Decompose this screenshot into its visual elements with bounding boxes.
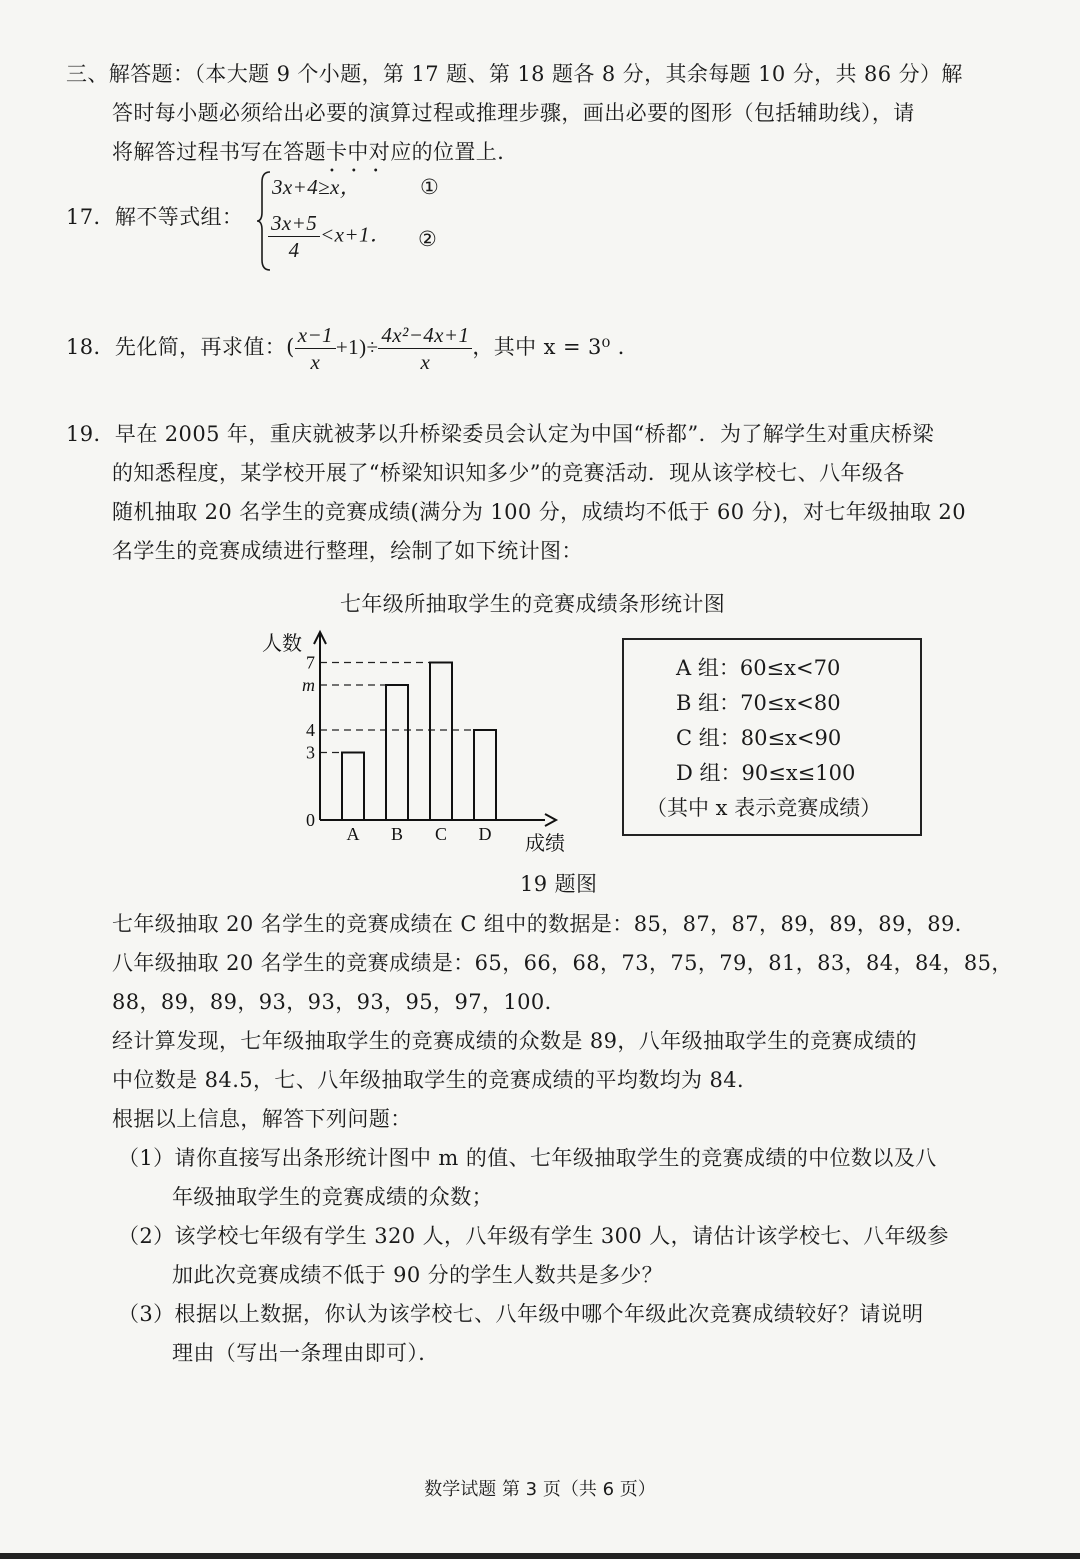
legend-group-c: C 组：80≤x<90	[676, 726, 842, 750]
q18-tail: ，其中 x = 3⁰ ．	[472, 335, 640, 359]
q18-fraction-1-numerator: x−1	[295, 322, 336, 349]
bar-c	[430, 663, 452, 821]
q19-line-4: 名学生的竞赛成绩进行整理，绘制了如下统计图：	[112, 539, 583, 563]
q19-data-grade7: 七年级抽取 20 名学生的竞赛成绩在 C 组中的数据是：85，87，87，89，89，89，89．	[112, 912, 977, 936]
section-heading-line-1: 三、解答题：（本大题 9 个小题，第 17 题、第 18 题各 8 分，其余每题 10 分，共 86 分）解	[66, 62, 963, 86]
legend-group-a: A 组：60≤x<70	[676, 656, 841, 680]
legend-note: （其中 x 表示竞赛成绩）	[646, 796, 882, 820]
q18-fraction-1	[295, 322, 336, 375]
q17-fraction-denominator: 4	[288, 238, 300, 262]
bar-d	[474, 730, 496, 820]
q19-part2-line-1: （2）该学校七年级有学生 320 人，八年级有学生 300 人，请估计该学校七、八年级参	[118, 1224, 949, 1248]
q19-part2-line-2: 加此次竞赛成绩不低于 90 分的学生人数共是多少？	[172, 1263, 664, 1287]
q18-fraction-2-denominator: x	[420, 350, 431, 374]
page-footer: 数学试题 第 3 页（共 6 页）	[424, 1479, 656, 1500]
x-axis-arrow-icon	[545, 814, 556, 826]
x-tick-label-c: C	[434, 824, 448, 844]
y-tick-label-0: 0	[306, 810, 315, 830]
figure-caption: 19 题图	[520, 872, 598, 896]
q17-mark-1: ①	[420, 175, 440, 199]
q19-part3-line-2: 理由（写出一条理由即可）．	[172, 1341, 440, 1365]
q19-part3-line-1: （3）根据以上数据，你认为该学校七、八年级中哪个年级此次竞赛成绩较好？请说明	[118, 1302, 924, 1326]
q17-inequality-2	[268, 210, 391, 263]
q19-line-3: 随机抽取 20 名学生的竞赛成绩(满分为 100 分，成绩均不低于 60 分)，对七年级抽取 20	[112, 500, 966, 524]
q19-info-line-3: 根据以上信息，解答下列问题：	[112, 1107, 412, 1131]
bar-chart	[250, 620, 610, 865]
legend-group-b: B 组：70≤x<80	[676, 691, 841, 715]
bar-a	[342, 753, 364, 821]
section-heading-line-3: 将解答过程书写在答题卡中对应的位置上．	[112, 140, 519, 164]
q17-inequality-1: 3x+4≥x，	[272, 175, 362, 199]
q19-data-grade8-line1: 八年级抽取 20 名学生的竞赛成绩是：65，66，68，73，75，79，81，83，84，84，85，	[112, 951, 1013, 975]
q18-fraction-1-denominator: x	[310, 350, 321, 374]
q19-part1-line-2: 年级抽取学生的竞赛成绩的众数；	[172, 1185, 493, 1209]
q17-inequality-2-rest: <x+1．	[320, 222, 392, 247]
y-tick-label-3: 3	[306, 742, 315, 763]
bar-b	[386, 685, 408, 820]
q19-info-line-1: 经计算发现，七年级抽取学生的竞赛成绩的众数是 89，八年级抽取学生的竞赛成绩的	[112, 1029, 917, 1053]
q19-line-1: 19．早在 2005 年，重庆就被茅以升桥梁委员会认定为中国“桥都”．为了解学生对重庆桥梁	[66, 422, 934, 446]
x-tick-label-d: D	[478, 824, 492, 844]
q17-fraction-numerator: 3x+5	[268, 210, 320, 237]
x-tick-label-b: B	[390, 824, 404, 844]
q18-label: 18．先化简，再求值：(	[66, 335, 295, 359]
q18-fraction-2	[378, 322, 472, 375]
chart-legend	[622, 638, 922, 836]
page-bottom-edge	[0, 1553, 1080, 1559]
q17-fraction	[268, 210, 320, 263]
q19-line-2: 的知悉程度，某学校开展了“桥梁知识知多少”的竞赛活动．现从该学校七、八年级各	[112, 461, 905, 485]
x-tick-label-a: A	[346, 824, 360, 844]
y-tick-label-4: 4	[306, 720, 315, 740]
q19-data-grade8-line2: 88，89，89，93，93，93，95，97，100．	[112, 990, 567, 1014]
q19-info-line-2: 中位数是 84.5，七、八年级抽取学生的竞赛成绩的平均数均为 84．	[112, 1068, 759, 1092]
emphasis-dots: •••	[329, 166, 395, 177]
q17-mark-2: ②	[418, 227, 438, 251]
y-axis-label: 人数	[262, 631, 302, 655]
q18-middle: +1)÷	[335, 335, 379, 359]
q19-part1-line-1: （1）请你直接写出条形统计图中 m 的值、七年级抽取学生的竞赛成绩的中位数以及八	[118, 1146, 937, 1170]
q18-fraction-2-numerator: 4x²−4x+1	[378, 322, 472, 349]
section-heading-line-2: 答时每小题必须给出必要的演算过程或推理步骤，画出必要的图形（包括辅助线），请	[112, 101, 915, 125]
y-tick-label-7: 7	[306, 652, 315, 673]
legend-group-d: D 组：90≤x≤100	[676, 761, 856, 785]
chart-title: 七年级所抽取学生的竞赛成绩条形统计图	[340, 592, 726, 616]
x-axis-label: 成绩	[525, 831, 565, 855]
y-tick-label-m: m	[302, 675, 315, 695]
q17-label: 17．解不等式组：	[66, 205, 244, 229]
q18-expression	[66, 322, 639, 375]
